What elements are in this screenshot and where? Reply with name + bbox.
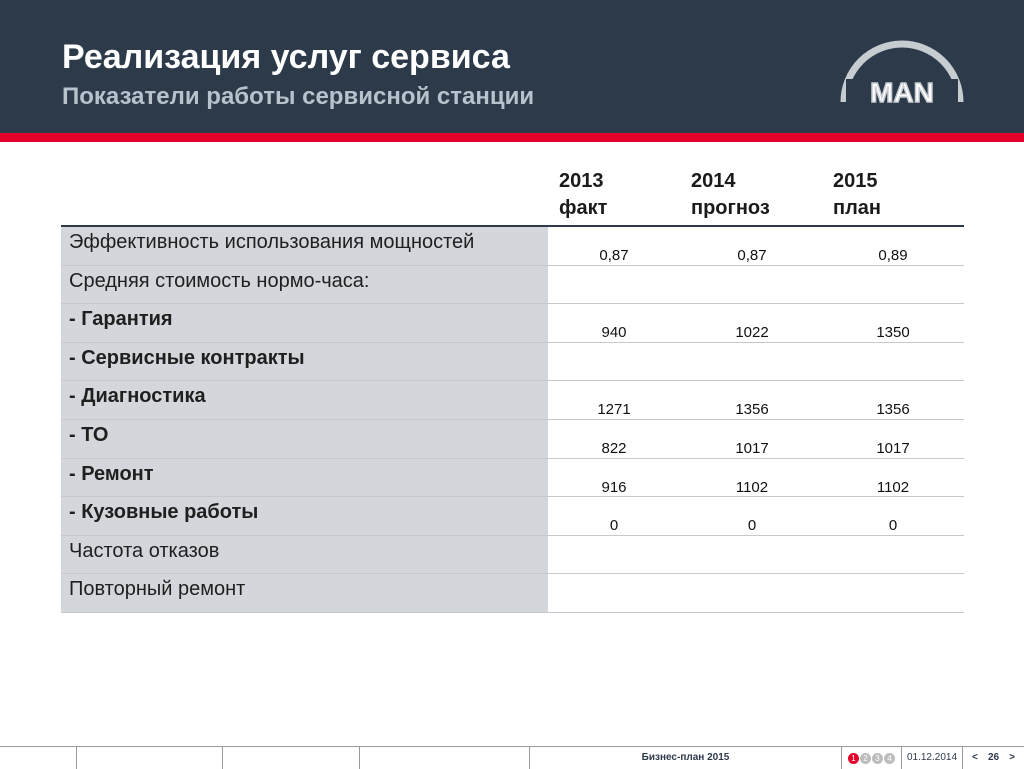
value-2014: 0,87 [737, 247, 767, 264]
row-label: - Кузовные работы [61, 497, 548, 535]
value-2013: 916 [601, 478, 627, 496]
step-4-icon[interactable]: 4 [884, 753, 895, 764]
step-3-icon[interactable]: 3 [872, 753, 883, 764]
value-2013: 940 [601, 324, 627, 342]
row-label: Эффективность использования мощностей [61, 227, 548, 265]
accent-bar [0, 133, 1024, 142]
next-page-button[interactable]: > [1009, 752, 1015, 763]
prev-page-button[interactable]: < [972, 752, 978, 763]
value-2013: 1271 [597, 401, 631, 419]
logo-text: MAN [870, 77, 934, 106]
value-2015: 1350 [876, 324, 910, 342]
value-2015: 0 [888, 517, 898, 535]
table-row [61, 381, 964, 420]
value-2013: 0 [609, 517, 619, 535]
row-label: - Ремонт [61, 459, 548, 497]
table-row [61, 304, 964, 343]
value-2015: 1017 [876, 439, 910, 457]
slide-footer [0, 746, 1024, 769]
row-label: - ТО [61, 420, 548, 458]
footer-cell-empty [359, 747, 529, 769]
step-1-icon[interactable]: 1 [848, 753, 859, 764]
step-2-icon[interactable]: 2 [860, 753, 871, 764]
table-row [61, 227, 964, 266]
value-2015: 1356 [876, 401, 910, 419]
footer-doc-title: Бизнес-план 2015 [529, 747, 841, 769]
service-metrics-table [61, 225, 964, 613]
value-2013: 0,87 [599, 247, 629, 264]
slide-header [0, 0, 1024, 133]
row-label: Повторный ремонт [61, 574, 548, 612]
column-header-2015: 2015 план [833, 170, 881, 219]
man-logo [838, 34, 966, 106]
table-row [61, 459, 964, 498]
page-title: Реализация услуг сервиса [62, 38, 510, 76]
footer-cell-empty [76, 747, 222, 769]
value-2015: 1102 [876, 478, 910, 496]
table-row [61, 536, 964, 575]
footer-cell-empty [0, 747, 76, 769]
table-row [61, 420, 964, 459]
column-header-2013: 2013 факт [559, 170, 608, 219]
table-row [61, 497, 964, 536]
value-2013: 822 [601, 439, 627, 457]
row-label: Средняя стоимость нормо-часа: [61, 266, 548, 304]
value-2014: 1102 [735, 478, 769, 496]
value-2014: 1356 [735, 401, 769, 419]
value-2014: 0 [747, 517, 757, 535]
row-label: - Гарантия [61, 304, 548, 342]
footer-date: 01.12.2014 [901, 747, 962, 769]
footer-pagination [962, 747, 1024, 769]
row-label: - Диагностика [61, 381, 548, 419]
table-row [61, 266, 964, 305]
value-2014: 1022 [735, 324, 769, 342]
table-row [61, 574, 964, 613]
value-2014: 1017 [735, 439, 769, 457]
footer-cell-empty [222, 747, 359, 769]
row-label: - Сервисные контракты [61, 343, 548, 381]
row-label: Частота отказов [61, 536, 548, 574]
table-row [61, 343, 964, 382]
page-subtitle: Показатели работы сервисной станции [62, 83, 535, 110]
footer-step-indicator [841, 747, 901, 769]
page-number: 26 [987, 752, 1000, 763]
value-2015: 0,89 [878, 247, 908, 264]
column-header-2014: 2014 прогноз [691, 170, 770, 219]
